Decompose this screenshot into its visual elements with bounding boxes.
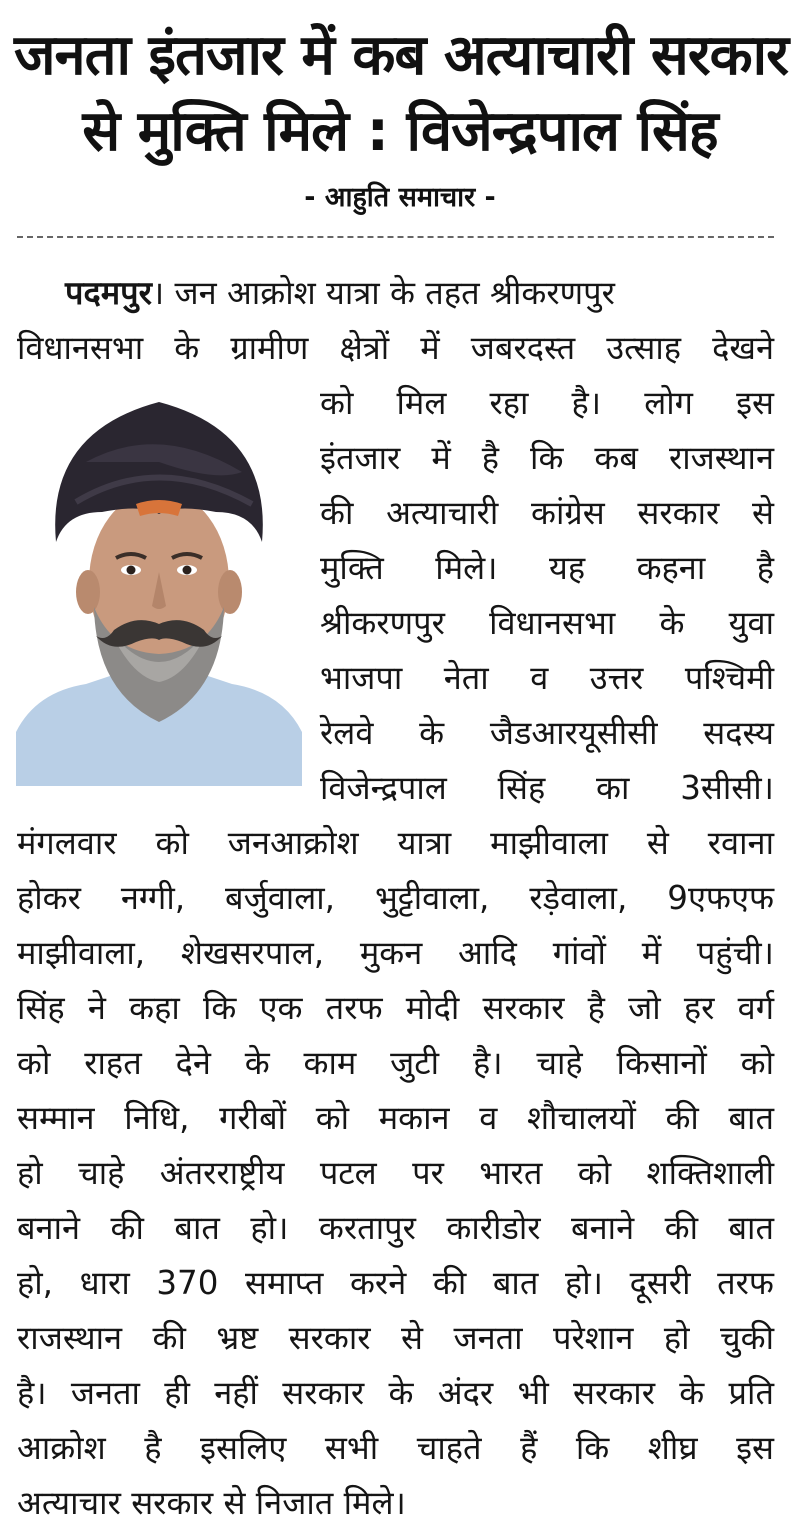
article-line: बनाने की बात हो। करतापुर कारीडोर बनाने की बात [17, 1209, 774, 1247]
article-line: भाजपा नेता व उत्तर पश्चिमी [320, 659, 774, 697]
article-line: हो चाहे अंतरराष्ट्रीय पटल पर भारत को शक्तिशाली [17, 1154, 774, 1192]
article-line: आक्रोश है इसलिए सभी चाहते हैं कि शीघ्र इस [17, 1429, 774, 1467]
article-line: विधानसभा के ग्रामीण क्षेत्रों में जबरदस्त उत्साह देखने [17, 329, 774, 367]
article-line: मंगलवार को जनआक्रोश यात्रा माझीवाला से रवाना [17, 824, 774, 862]
headline [14, 18, 789, 170]
article-line-text: । जन आक्रोश यात्रा के तहत श्रीकरणपुर [151, 274, 615, 312]
article-line: है। जनता ही नहीं सरकार के अंदर भी सरकार के प्रति [17, 1374, 774, 1412]
article-line-last: अत्याचार सरकार से निजात मिले। [17, 1484, 406, 1522]
article-line: विजेन्द्रपाल सिंह का 3सीसी। [320, 769, 774, 807]
article-line: मुक्ति मिले। यह कहना है [320, 549, 774, 587]
article-line: सिंह ने कहा कि एक तरफ मोदी सरकार है जो हर वर्ग [17, 989, 774, 1027]
portrait-photo [16, 392, 302, 786]
dateline: पदमपुर [65, 274, 152, 312]
divider [17, 236, 774, 238]
headline-line-1: जनता इंतजार में कब अत्याचारी सरकार [14, 23, 789, 88]
article-line: इंतजार में है कि कब राजस्थान [320, 439, 774, 477]
article-line: सम्मान निधि, गरीबों को मकान व शौचालयों की बात [17, 1099, 774, 1137]
article-line: श्रीकरणपुर विधानसभा के युवा [320, 604, 774, 642]
headline-line-2: से मुक्ति मिले : विजेन्द्रपाल सिंह [82, 99, 718, 164]
article-line: को मिल रहा है। लोग इस [320, 384, 774, 422]
portrait-image [16, 392, 302, 786]
article-line: होकर नग्गी, बर्जुवाला, भुट्टीवाला, रड़ेवाला, 9एफएफ [17, 879, 774, 917]
article-line: माझीवाला, शेखसरपाल, मुकन आदि गांवों में पहुंची। [17, 934, 774, 972]
article-line: की अत्याचारी कांग्रेस सरकार से [320, 494, 774, 532]
article-line: राजस्थान की भ्रष्ट सरकार से जनता परेशान हो चुकी [17, 1319, 774, 1357]
article-line: हो, धारा 370 समाप्त करने की बात हो। दूसरी तरफ [17, 1264, 774, 1302]
article-line: रेलवे के जैडआरयूसीसी सदस्य [320, 714, 774, 752]
article-line: को राहत देने के काम जुटी है। चाहे किसानों को [17, 1044, 774, 1082]
article-line [17, 266, 774, 321]
byline: - आहुति समाचार - [304, 182, 496, 213]
